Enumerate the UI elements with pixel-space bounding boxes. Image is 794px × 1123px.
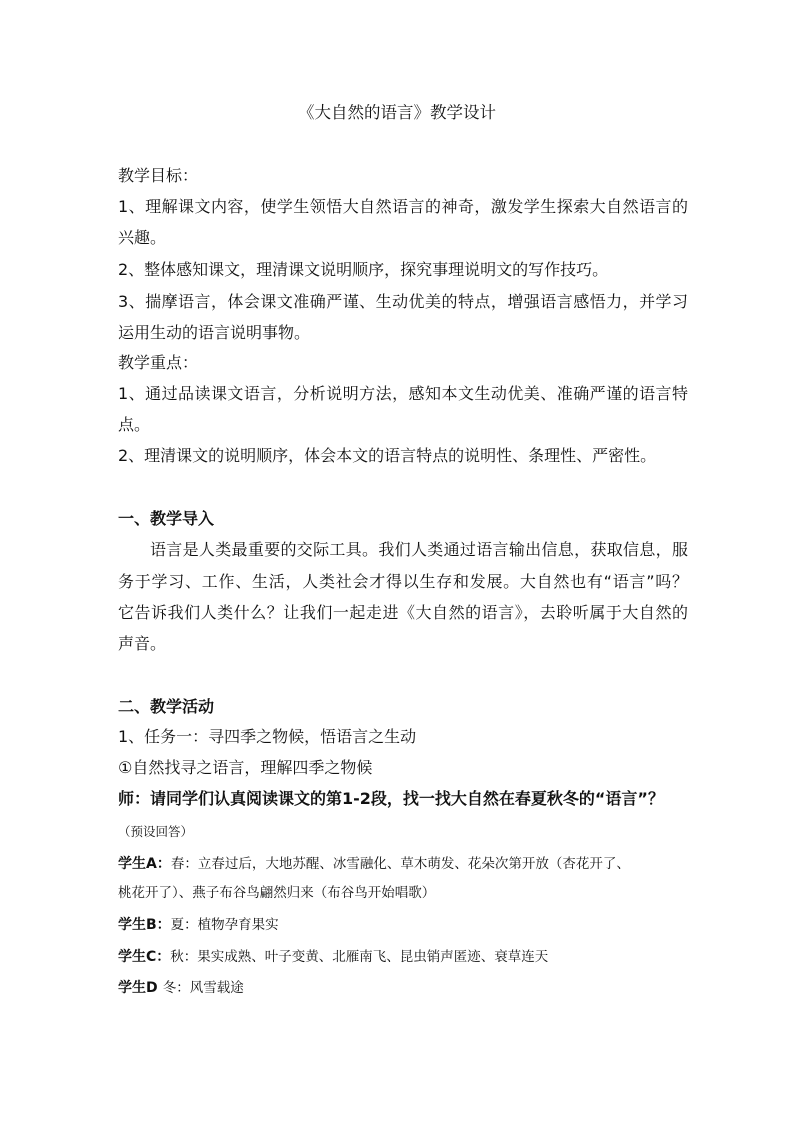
student-a-text: 春：立春过后，大地苏醒、冰雪融化、草木萌发、花朵次第开放（杏花开了、 xyxy=(170,856,630,872)
student-d-line xyxy=(118,977,688,998)
preset-answer-label: （预设回答） xyxy=(118,824,194,839)
focus-heading: 教学重点： xyxy=(118,353,199,372)
goal-line-3: 2、整体感知课文，理清课文说明顺序，探究事理说明文的写作技巧。 xyxy=(118,260,609,279)
intro-para-line-1: 语言是人类最重要的交际工具。我们人类通过语言输出信息，获取信息，服 xyxy=(150,540,688,559)
task-1: 1、任务一：寻四季之物候，悟语言之生动 xyxy=(118,727,417,746)
teacher-prompt: 师：请同学们认真阅读课文的第1-2段，找一找大自然在春夏秋冬的“语言”？ xyxy=(118,789,664,808)
student-c-text: 秋：果实成熟、叶子变黄、北雁南飞、昆虫销声匿迹、衰草连天 xyxy=(170,949,549,965)
student-b-label: 学生B： xyxy=(118,917,171,933)
section-heading-intro: 一、教学导入 xyxy=(118,509,215,528)
goal-line-5: 运用生动的语言说明事物。 xyxy=(118,323,311,342)
goal-line-1: 1、理解课文内容，使学生领悟大自然语言的神奇，激发学生探索大自然语言的 xyxy=(118,197,688,216)
student-b-text: 夏：植物孕育果实 xyxy=(170,917,279,933)
focus-line-1: 1、通过品读课文语言，分析说明方法，感知本文生动优美、准确严谨的语言特 xyxy=(118,384,688,403)
focus-line-3: 2、理清课文的说明顺序，体会本文的语言特点的说明性、条理性、严密性。 xyxy=(118,446,657,465)
student-c-label: 学生C： xyxy=(118,949,171,965)
goal-line-4: 3、揣摩语言，体会课文准确严谨、生动优美的特点，增强语言感悟力，并学习 xyxy=(118,292,688,311)
student-c-line xyxy=(118,946,688,967)
goal-line-2: 兴趣。 xyxy=(118,228,167,247)
student-d-label: 学生D xyxy=(118,980,158,996)
intro-para-line-4: 声音。 xyxy=(118,634,167,653)
task-1-sub-1: ①自然找寻之语言，理解四季之物候 xyxy=(118,758,373,777)
section-heading-activities: 二、教学活动 xyxy=(118,697,215,716)
student-a-line-1 xyxy=(118,853,688,874)
goals-heading: 教学目标： xyxy=(118,166,199,185)
intro-para-line-3: 它告诉我们人类什么？让我们一起走进《大自然的语言》，去聆听属于大自然的 xyxy=(118,603,688,622)
student-a-line-2: 桃花开了）、燕子布谷鸟翩然归来（布谷鸟开始唱歌） xyxy=(118,885,436,901)
page-title: 《大自然的语言》教学设计 xyxy=(298,103,496,122)
student-d-text: 冬：风雪载途 xyxy=(162,980,244,996)
student-a-label: 学生A： xyxy=(118,856,171,872)
intro-para-line-2: 务于学习、工作、生活，人类社会才得以生存和发展。大自然也有“语言”吗？ xyxy=(118,572,688,591)
focus-line-2: 点。 xyxy=(118,415,151,434)
student-b-line xyxy=(118,914,688,935)
